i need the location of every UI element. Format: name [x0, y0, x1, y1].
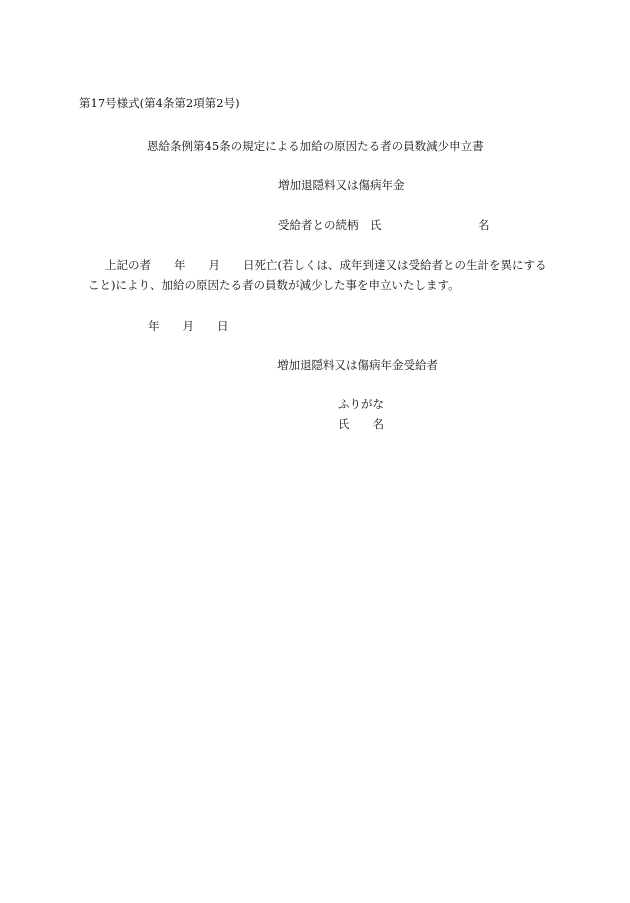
form-title: 恩給条例第45条の規定による加給の原因たる者の員数減少申立書 — [147, 139, 484, 153]
statement-line-1: 上記の者 年 月 日死亡(若しくは、成年到達又は受給者との生計を異にする — [105, 258, 547, 272]
applicant-label: 増加退隠料又は傷病年金受給者 — [277, 358, 438, 372]
furigana-label: ふりがな — [338, 397, 384, 411]
pension-type-heading: 増加退隠料又は傷病年金 — [278, 178, 405, 192]
relation-name-label: 受給者との続柄 氏 — [278, 218, 382, 232]
form-number: 第17号様式(第4条第2項第2号) — [79, 96, 240, 110]
statement-line-2: こと)により、加給の原因たる者の員数が減少した事を申立いたします。 — [88, 278, 460, 292]
relation-name-suffix: 名 — [478, 218, 490, 232]
date-line: 年 月 日 — [148, 319, 229, 333]
applicant-name-label: 氏 名 — [338, 417, 384, 431]
